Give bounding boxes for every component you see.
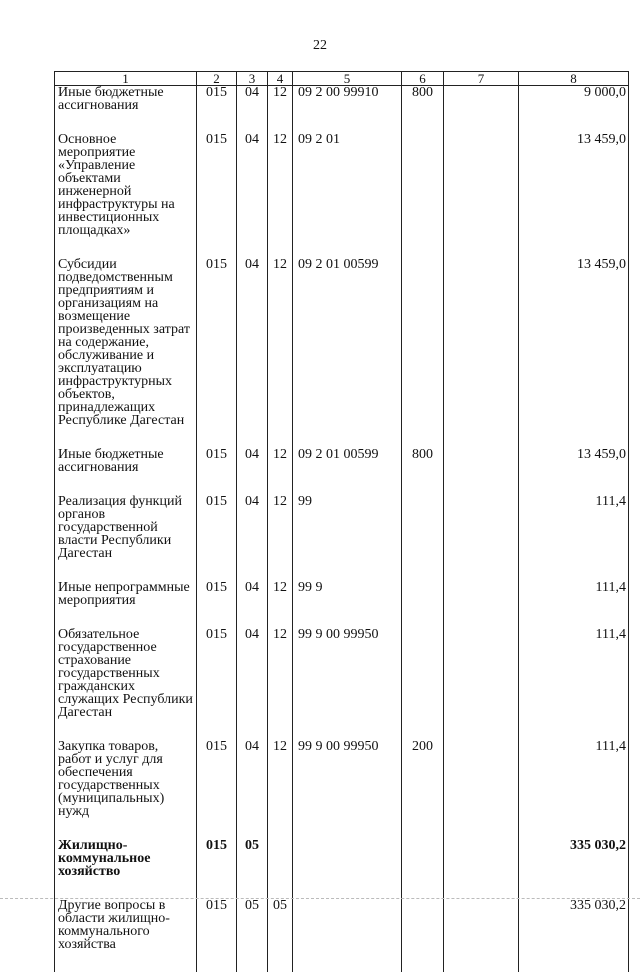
- item-name-cell: Иные бюджетные ассигнования: [55, 448, 197, 495]
- header-row: [55, 72, 629, 86]
- amount-cell: 111,4: [519, 740, 629, 839]
- column-header-8: 8: [519, 72, 629, 86]
- column-7-cell: [444, 839, 519, 899]
- column-header-2: 2: [197, 72, 237, 86]
- section-code-cell: 05: [237, 839, 268, 899]
- ministry-code-cell: 015: [197, 258, 237, 448]
- ministry-code-cell: 015: [197, 628, 237, 740]
- expense-type-cell: [402, 899, 444, 972]
- section-code-cell: 04: [237, 740, 268, 839]
- item-name-cell: Реализация функций органов государственной власти Республики Дагестан: [55, 495, 197, 581]
- subsection-code-cell: 12: [268, 258, 293, 448]
- column-header-5: 5: [293, 72, 402, 86]
- expense-type-cell: [402, 495, 444, 581]
- column-7-cell: [444, 258, 519, 448]
- expense-type-cell: [402, 133, 444, 258]
- section-code-cell: 04: [237, 86, 268, 134]
- target-article-cell: [293, 899, 402, 972]
- item-name-cell: Основное мероприятие «Управление объектами инженерной инфраструктуры на инвестиционных площадках»: [55, 133, 197, 258]
- section-code-cell: 05: [237, 899, 268, 972]
- target-article-cell: 99 9 00 99950: [293, 628, 402, 740]
- subsection-code-cell: 12: [268, 740, 293, 839]
- expense-type-cell: [402, 839, 444, 899]
- target-article-cell: 99 9 00 99950: [293, 740, 402, 839]
- ministry-code-cell: 015: [197, 495, 237, 581]
- column-7-cell: [444, 899, 519, 972]
- section-code-cell: 04: [237, 495, 268, 581]
- table-row: [55, 495, 629, 581]
- expense-type-cell: 800: [402, 86, 444, 134]
- amount-cell: 13 459,0: [519, 258, 629, 448]
- subsection-code-cell: 12: [268, 628, 293, 740]
- amount-cell: 111,4: [519, 495, 629, 581]
- target-article-cell: 99 9: [293, 581, 402, 628]
- column-7-cell: [444, 628, 519, 740]
- target-article-cell: 09 2 01 00599: [293, 448, 402, 495]
- amount-cell: 111,4: [519, 628, 629, 740]
- amount-cell: 9 000,0: [519, 86, 629, 134]
- expense-type-cell: [402, 258, 444, 448]
- amount-cell: 111,4: [519, 581, 629, 628]
- subsection-code-cell: 12: [268, 86, 293, 134]
- expense-type-cell: [402, 628, 444, 740]
- target-article-cell: 09 2 01 00599: [293, 258, 402, 448]
- table-row: [55, 839, 629, 899]
- column-7-cell: [444, 740, 519, 839]
- page-number: 22: [313, 38, 327, 53]
- item-name-cell: Другие вопросы в области жилищно-коммунального хозяйства: [55, 899, 197, 972]
- section-code-cell: 04: [237, 448, 268, 495]
- table-row: [55, 899, 629, 972]
- item-name-cell: Жилищно-коммунальное хозяйство: [55, 839, 197, 899]
- table-row: [55, 581, 629, 628]
- target-article-cell: 09 2 01: [293, 133, 402, 258]
- ministry-code-cell: 015: [197, 899, 237, 972]
- target-article-cell: 99: [293, 495, 402, 581]
- subsection-code-cell: 12: [268, 581, 293, 628]
- amount-cell: 335 030,2: [519, 839, 629, 899]
- item-name-cell: Закупка товаров, работ и услуг для обеспечения государственных (муниципальных) нужд: [55, 740, 197, 839]
- column-7-cell: [444, 86, 519, 134]
- scan-edge-line: [0, 898, 640, 899]
- subsection-code-cell: [268, 839, 293, 899]
- section-code-cell: 04: [237, 581, 268, 628]
- subsection-code-cell: 12: [268, 495, 293, 581]
- ministry-code-cell: 015: [197, 133, 237, 258]
- table-row: [55, 86, 629, 134]
- column-header-4: 4: [268, 72, 293, 86]
- expense-type-cell: 200: [402, 740, 444, 839]
- column-header-7: 7: [444, 72, 519, 86]
- column-7-cell: [444, 495, 519, 581]
- section-code-cell: 04: [237, 628, 268, 740]
- item-name-cell: Обязательное государственное страхование государственных гражданских служащих Республики Дагестан: [55, 628, 197, 740]
- target-article-cell: 09 2 00 99910: [293, 86, 402, 134]
- budget-table: [54, 71, 629, 972]
- table-row: [55, 740, 629, 839]
- item-name-cell: Субсидии подведомственным предприятиям и организациям на возмещение произведенных затрат на содержание, обслуживание и эксплуатацию инфраструктурных объектов, принадлежащих Республике Дагестан: [55, 258, 197, 448]
- item-name-cell: Иные бюджетные ассигнования: [55, 86, 197, 134]
- ministry-code-cell: 015: [197, 86, 237, 134]
- column-header-3: 3: [237, 72, 268, 86]
- section-code-cell: 04: [237, 258, 268, 448]
- target-article-cell: [293, 839, 402, 899]
- table-row: [55, 448, 629, 495]
- table-row: [55, 258, 629, 448]
- section-code-cell: 04: [237, 133, 268, 258]
- column-header-6: 6: [402, 72, 444, 86]
- expense-type-cell: 800: [402, 448, 444, 495]
- ministry-code-cell: 015: [197, 581, 237, 628]
- ministry-code-cell: 015: [197, 448, 237, 495]
- column-7-cell: [444, 581, 519, 628]
- ministry-code-cell: 015: [197, 839, 237, 899]
- subsection-code-cell: 12: [268, 448, 293, 495]
- ministry-code-cell: 015: [197, 740, 237, 839]
- subsection-code-cell: 05: [268, 899, 293, 972]
- table-row: [55, 628, 629, 740]
- expense-type-cell: [402, 581, 444, 628]
- amount-cell: 13 459,0: [519, 133, 629, 258]
- column-7-cell: [444, 448, 519, 495]
- column-header-1: 1: [55, 72, 197, 86]
- column-7-cell: [444, 133, 519, 258]
- item-name-cell: Иные непрограммные мероприятия: [55, 581, 197, 628]
- amount-cell: 13 459,0: [519, 448, 629, 495]
- subsection-code-cell: 12: [268, 133, 293, 258]
- amount-cell: 335 030,2: [519, 899, 629, 972]
- table-row: [55, 133, 629, 258]
